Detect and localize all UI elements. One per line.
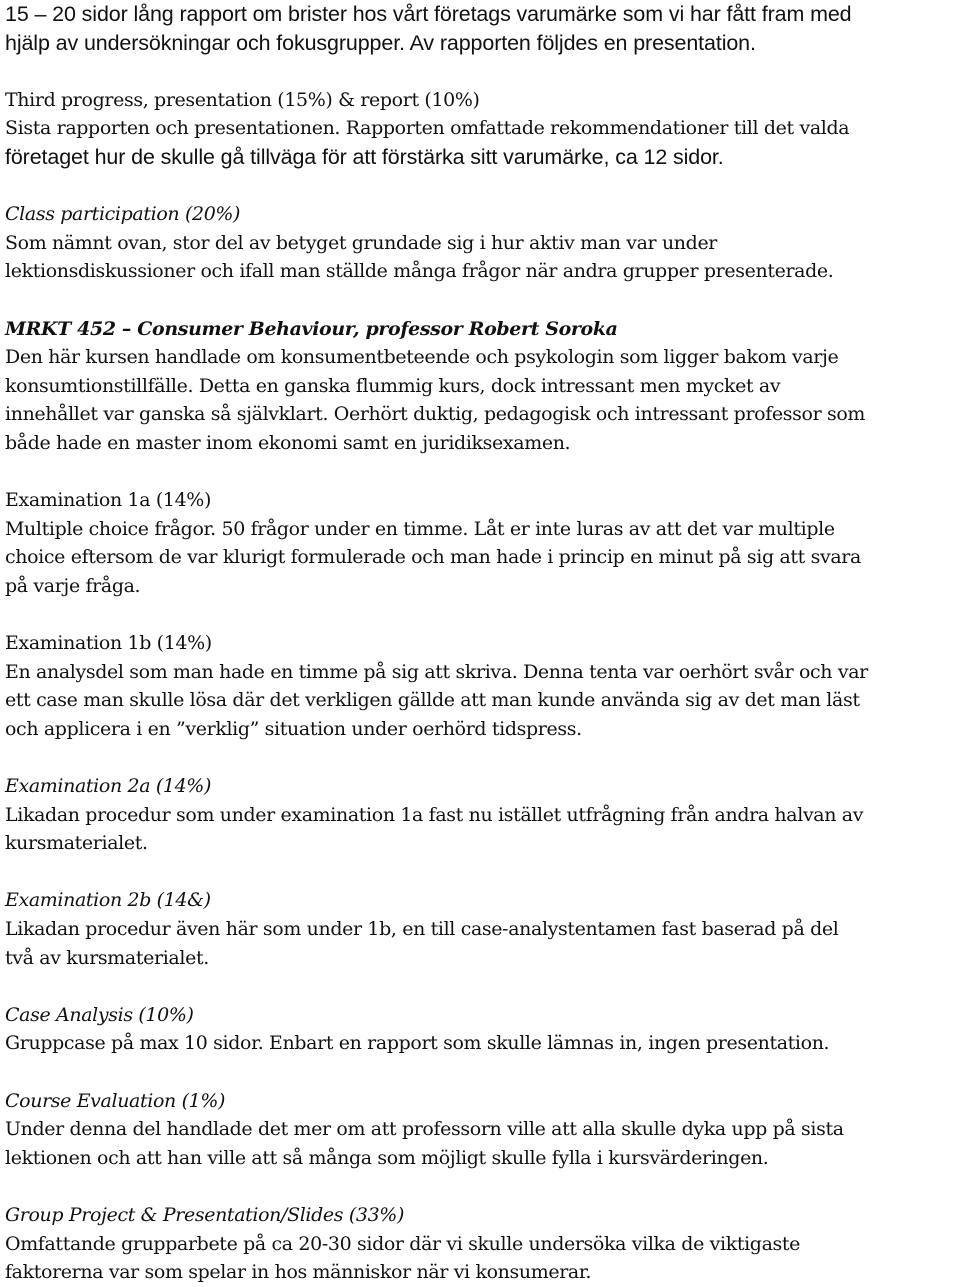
- class-participation-section: [5, 200, 957, 286]
- course-heading: MRKT 452 – Consumer Behaviour, professor Robert Soroka: [5, 317, 618, 340]
- exam-2b-line-2: två av kursmaterialet.: [5, 946, 209, 969]
- exam-1a-line-2: choice eftersom de var klurigt formulerade och man hade i princip en minut på sig att svara: [5, 546, 861, 569]
- group-project-line-1: Omfattande grupparbete på ca 20-30 sidor där vi skulle undersöka vilka de viktigaste: [5, 1232, 801, 1255]
- course-line-1: Den här kursen handlade om konsumentbeteende och psykologin som ligger bakom varje: [5, 346, 839, 369]
- course-line-2: konsumtionstillfälle. Detta en ganska flummig kurs, dock intressant men mycket av: [5, 374, 781, 397]
- case-analysis-line-1: Gruppcase på max 10 sidor. Enbart en rapport som skulle lämnas in, ingen presentation.: [5, 1032, 830, 1055]
- course-evaluation-section: [5, 1087, 957, 1173]
- group-project-line-2: faktorerna var som spelar in hos människor när vi konsumerar.: [5, 1261, 592, 1284]
- group-project-heading: Group Project & Presentation/Slides (33%): [5, 1203, 404, 1226]
- third-progress-heading: Third progress, presentation (15%) & report (10%): [5, 88, 480, 111]
- class-participation-line-1: Som nämnt ovan, stor del av betyget grundade sig i hur aktiv man var under: [5, 231, 718, 254]
- exam-1b-line-1: En analysdel som man hade en timme på sig att skriva. Denna tenta var oerhört svår och var: [5, 660, 868, 683]
- exam-1a-line-3: på varje fråga.: [5, 574, 141, 597]
- exam-2a-line-2: kursmaterialet.: [5, 832, 148, 855]
- group-project-section: [5, 1201, 957, 1287]
- exam-2a-heading: Examination 2a (14%): [5, 775, 211, 798]
- course-evaluation-line-2: lektionen och att han ville att så många som möjligt skulle fylla i kursvärderingen.: [5, 1146, 769, 1169]
- exam-1b-line-3: och applicera i en ”verklig” situation under oerhörd tidspress.: [5, 717, 582, 740]
- exam-2b-section: [5, 886, 957, 972]
- exam-2a-section: [5, 772, 957, 858]
- course-section: [5, 315, 957, 458]
- exam-1b-line-2: ett case man skulle lösa där det verkligen gällde att man kunde använda sig av det man läst: [5, 689, 860, 712]
- class-participation-heading: Class participation (20%): [5, 203, 241, 226]
- class-participation-line-2: lektionsdiskussioner och ifall man ställde många frågor när andra grupper presenterade.: [5, 260, 834, 283]
- third-progress-section: [5, 86, 957, 143]
- exam-1b-heading: Examination 1b (14%): [5, 632, 212, 655]
- third-progress-body: [5, 143, 957, 172]
- exam-1a-section: [5, 486, 957, 600]
- course-line-4: både hade en master inom ekonomi samt en juridiksexamen.: [5, 431, 571, 454]
- course-line-3: innehållet var ganska så självklart. Oerhört duktig, pedagogisk och intressant professor som: [5, 403, 866, 426]
- exam-2a-line-1: Likadan procedur som under examination 1a fast nu istället utfrågning från andra halvan av: [5, 803, 864, 826]
- intro-paragraph: [5, 0, 957, 57]
- exam-1a-line-1: Multiple choice frågor. 50 frågor under en timme. Låt er inte luras av att det var multiple: [5, 517, 835, 540]
- third-progress-line-2: företaget hur de skulle gå tillväga för att förstärka sitt varumärke, ca 12 sidor.: [5, 144, 724, 169]
- case-analysis-section: [5, 1001, 957, 1058]
- exam-1a-heading: Examination 1a (14%): [5, 489, 211, 512]
- document-page: [5, 0, 957, 1287]
- exam-1b-section: [5, 629, 957, 743]
- case-analysis-heading: Case Analysis (10%): [5, 1003, 194, 1026]
- intro-line-1: 15 – 20 sidor lång rapport om brister hos vårt företags varumärke som vi har fått fram med: [5, 2, 852, 26]
- exam-2b-line-1: Likadan procedur även här som under 1b, en till case-analystentamen fast baserad på del: [5, 918, 839, 940]
- course-evaluation-line-1: Under denna del handlade det mer om att professorn ville att alla skulle dyka upp på sista: [5, 1118, 844, 1141]
- course-evaluation-heading: Course Evaluation (1%): [5, 1089, 226, 1112]
- intro-line-2: hjälp av undersökningar och fokusgrupper. Av rapporten följdes en presentation.: [5, 30, 756, 55]
- third-progress-line-1: Sista rapporten och presentationen. Rapporten omfattade rekommendationer till det valda: [5, 117, 850, 140]
- exam-2b-heading: Examination 2b (14&): [5, 889, 211, 912]
